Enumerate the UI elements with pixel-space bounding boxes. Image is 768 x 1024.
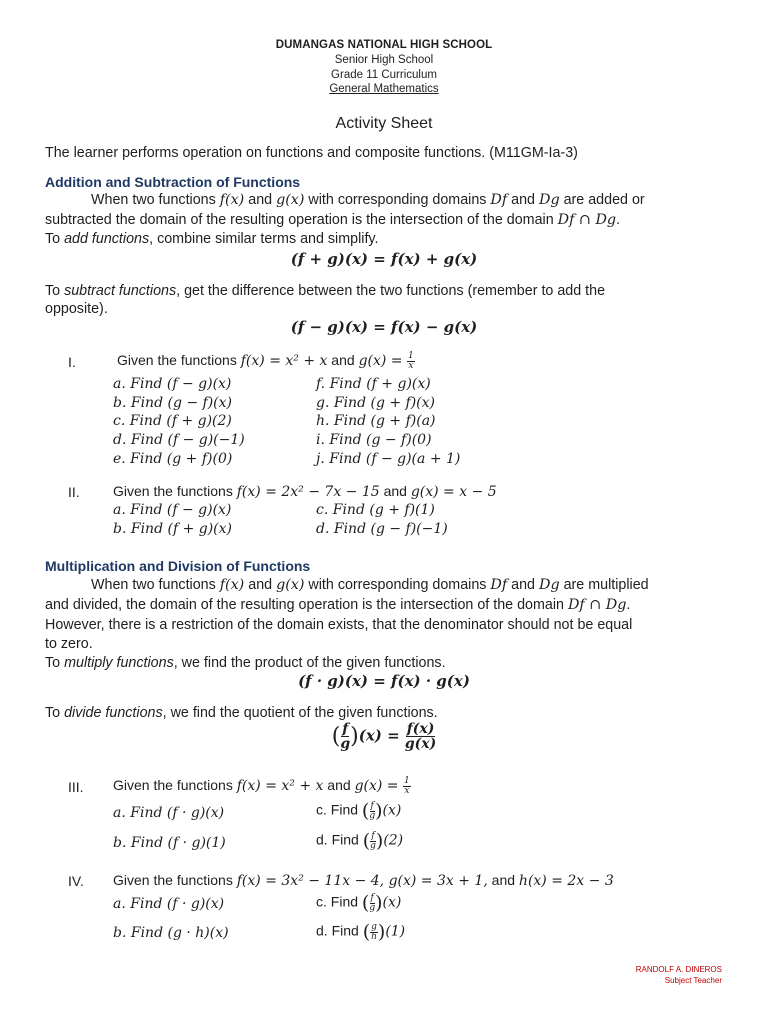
exercise-item: h. Find (g + f)(a) <box>316 413 436 429</box>
paragraph-line: When two functions f(x) and g(x) with corresponding domains Df and Dg are added or <box>91 192 645 208</box>
paragraph-line: However, there is a restriction of the domain exists, that the denominator should not be equal <box>45 617 633 633</box>
exercise-item: e. Find (g + f)(0) <box>113 451 233 467</box>
section-heading-multiplication: Multiplication and Division of Functions <box>45 558 311 574</box>
formula-subtraction: (f − g)(x) = f(x) − g(x) <box>290 318 478 336</box>
problem-number: III. <box>68 779 84 795</box>
paragraph-line: opposite). <box>45 301 108 317</box>
paragraph-line: To add functions, combine similar terms and simplify. <box>45 231 379 247</box>
teacher-name: RANDOLF A. DINEROS <box>635 965 722 974</box>
page-title: Activity Sheet <box>335 115 433 132</box>
problem-given: Given the functions f(x) = 2x² − 7x − 15 and g(x) = x − 5 <box>113 483 497 500</box>
exercise-item: a. Find (f · g)(x) <box>113 896 225 912</box>
exercise-item: d. Find (f − g)(−1) <box>113 432 245 448</box>
curriculum: Grade 11 Curriculum <box>331 69 437 81</box>
objective: The learner performs operation on functions and composite functions. (M11GM-Ia-3) <box>45 145 578 161</box>
exercise-item: a. Find (f − g)(x) <box>113 502 232 518</box>
fraction: $\frac{f}{g}$ <box>340 721 351 752</box>
exercise-item: j. Find (f − g)(a + 1) <box>316 451 461 467</box>
formula-multiplication: (f · g)(x) = f(x) · g(x) <box>298 672 470 690</box>
fraction: $\frac{f}{g}$ <box>370 830 376 851</box>
paragraph-line: and divided, the domain of the resulting operation is the intersection of the domain Df ∩ Dg. <box>45 597 631 613</box>
fraction: $\frac{1}{x}$ <box>403 776 410 796</box>
paragraph-line: To divide functions, we find the quotient of the given functions. <box>45 705 438 721</box>
exercise-item: c. Find ( $\frac{f}{g}$ )(x) <box>316 892 402 914</box>
problem-number: II. <box>68 484 80 500</box>
exercise-item: a. Find (f · g)(x) <box>113 805 225 821</box>
fraction: $\frac{f(x)}{g(x)}$ <box>404 721 437 752</box>
fraction: $\frac{f}{g}$ <box>369 892 376 913</box>
problem-given: Given the functions f(x) = 3x² − 11x − 4, g(x) = 3x + 1, and h(x) = 2x − 3 <box>113 872 614 889</box>
teacher-role: Subject Teacher <box>664 976 722 985</box>
exercise-item: g. Find (g + f)(x) <box>316 395 435 411</box>
fraction: $\frac{f}{g}$ <box>369 800 376 821</box>
formula-division: ( $\frac{f}{g}$ )(x) = $\frac{f(x)}{g(x)}$ <box>331 721 437 752</box>
school-name: DUMANGAS NATIONAL HIGH SCHOOL <box>275 39 493 51</box>
exercise-item: c. Find (g + f)(1) <box>316 502 435 518</box>
fraction: $\frac{g}{h}$ <box>371 921 377 942</box>
paragraph-line: to zero. <box>45 636 93 652</box>
exercise-item: d. Find ( $\frac{f}{g}$ )(2) <box>316 830 404 852</box>
exercise-item: i. Find (g − f)(0) <box>316 432 432 448</box>
exercise-item: c. Find ( $\frac{f}{g}$ )(x) <box>316 800 402 822</box>
exercise-item: a. Find (f − g)(x) <box>113 376 232 392</box>
problem-given: Given the functions f(x) = x² + x and g(x) = $\frac{1}{x}$ <box>113 776 410 796</box>
exercise-item: f. Find (f + g)(x) <box>316 376 431 392</box>
school-level: Senior High School <box>334 54 434 66</box>
exercise-item: b. Find (f + g)(x) <box>113 521 232 537</box>
paragraph-line: When two functions f(x) and g(x) with corresponding domains Df and Dg are multiplied <box>91 577 649 593</box>
section-heading-addition: Addition and Subtraction of Functions <box>45 174 301 190</box>
paragraph-line: To multiply functions, we find the product of the given functions. <box>45 655 446 671</box>
exercise-item: d. Find ( $\frac{g}{h}$ )(1) <box>316 921 406 943</box>
formula-addition: (f + g)(x) = f(x) + g(x) <box>290 250 478 268</box>
exercise-item: d. Find (g − f)(−1) <box>316 521 448 537</box>
exercise-item: c. Find (f + g)(2) <box>113 413 232 429</box>
paragraph-line: To subtract functions, get the difference between the two functions (remember to add the <box>45 283 606 299</box>
problem-number: IV. <box>68 873 84 889</box>
problem-given: Given the functions f(x) = x² + x and g(x) = $\frac{1}{x}$ <box>117 351 414 371</box>
exercise-item: b. Find (g − f)(x) <box>113 395 232 411</box>
fraction: $\frac{1}{x}$ <box>407 351 414 371</box>
problem-number: I. <box>68 354 76 370</box>
subject: General Mathematics <box>329 83 439 95</box>
exercise-item: b. Find (f · g)(1) <box>113 835 226 851</box>
paragraph-line: subtracted the domain of the resulting operation is the intersection of the domain Df ∩ Dg. <box>45 212 621 228</box>
exercise-item: b. Find (g · h)(x) <box>113 925 229 941</box>
